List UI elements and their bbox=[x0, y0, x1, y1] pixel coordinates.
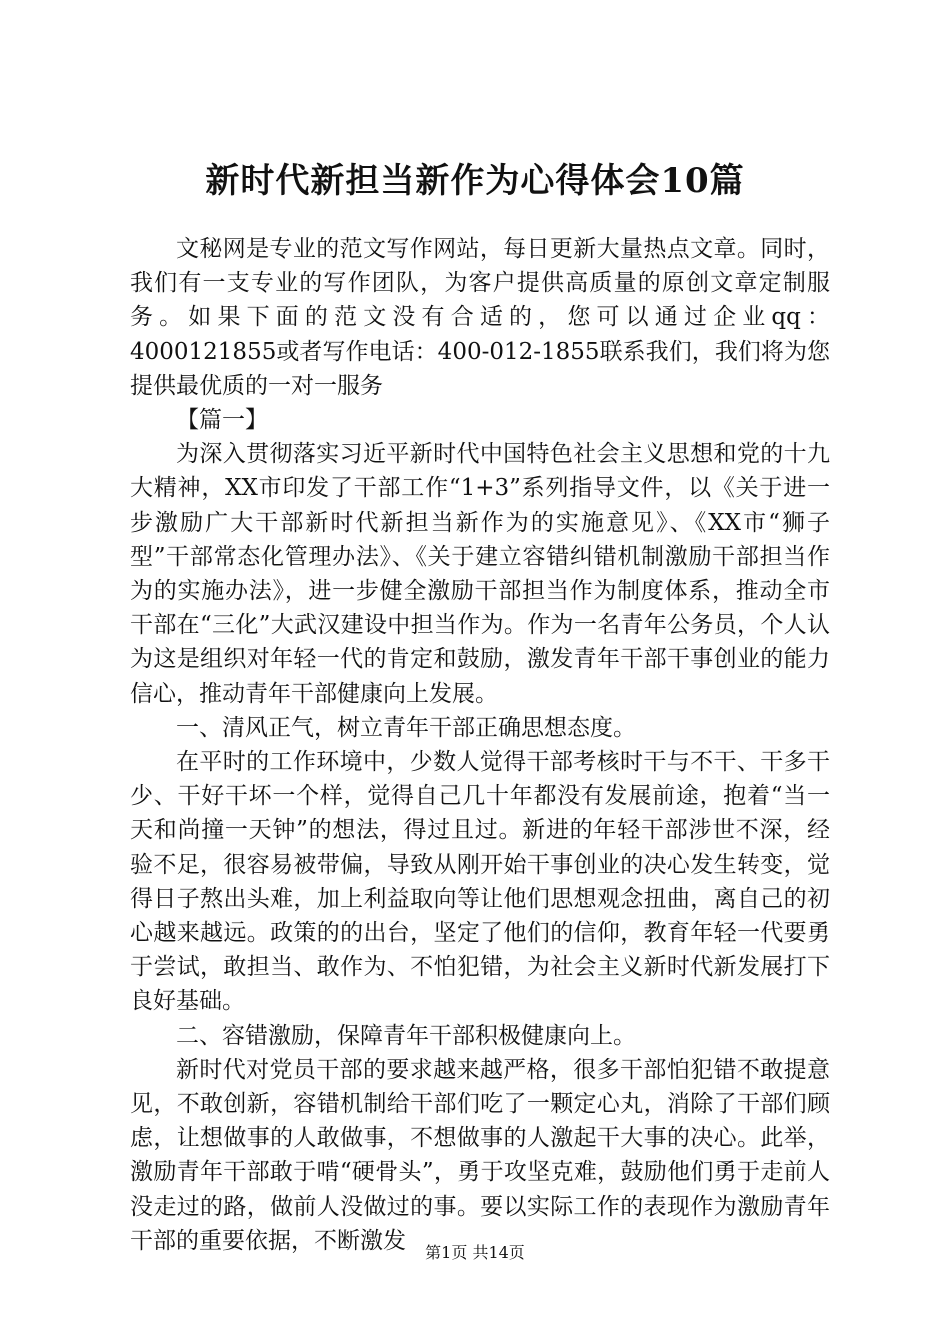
intro-paragraph: 文秘网是专业的范文写作网站，每日更新大量热点文章。同时，我们有一支专业的写作团队，为客户提供高质量的原创文章定制服务。如果下面的范文没有合适的，您可以通过企业qq：4000121855或者写作电话：400-012-1855联系我们，我们将为您提供最优质的一对一服务 bbox=[130, 236, 830, 399]
document-title: 新时代新担当新作为心得体会10篇 bbox=[205, 161, 745, 201]
body-paragraph: 新时代对党员干部的要求越来越严格，很多干部怕犯错不敢提意见，不敢创新，容错机制给干部们吃了一颗定心丸，消除了干部们顾虑，让想做事的人敢做事，不想做事的人激起干大事的决心。此举，激励青年干部敢于啃“硬骨头”，勇于攻坚克难，鼓励他们勇于走前人没走过的路，做前人没做过的事。要以实际工作的表现作为激励青年干部的重要依据，不断激发 bbox=[130, 1056, 830, 1254]
subheading-two: 二、容错激励，保障青年干部积极健康向上。 bbox=[176, 1022, 636, 1049]
page-footer: 第1页 共14页 bbox=[425, 1243, 525, 1262]
section-heading-part-one: 【篇一】 bbox=[176, 407, 268, 434]
document-body bbox=[130, 232, 830, 1258]
body-paragraph: 在平时的工作环境中，少数人觉得干部考核时干与不干、干多干少、干好干坏一个样，觉得自己几十年都没有发展前途，抱着“当一天和尚撞一天钟”的想法，得过且过。新进的年轻干部涉世不深，经验不足，很容易被带偏，导致从刚开始干事创业的决心发生转变，觉得日子熬出头难，加上利益取向等让他们思想观念扭曲，离自己的初心越来越远。政策的的出台，坚定了他们的信仰，教育年轻一代要勇于尝试，敢担当、敢作为、不怕犯错，为社会主义新时代新发展打下良好基础。 bbox=[130, 749, 830, 1015]
subheading-one: 一、清风正气，树立青年干部正确思想态度。 bbox=[176, 714, 636, 741]
body-paragraph: 为深入贯彻落实习近平新时代中国特色社会主义思想和党的十九大精神，XX市印发了干部工作“1+3”系列指导文件，以《关于进一步激励广大干部新时代新担当新作为的实施意见》、《XX市“狮子型”干部常态化管理办法》、《关于建立容错纠错机制激励干部担当作为的实施办法》，进一步健全激励干部担当作为制度体系，推动全市干部在“三化”大武汉建设中担当作为。作为一名青年公务员，个人认为这是组织对年轻一代的肯定和鼓励，激发青年干部干事创业的能力信心，推动青年干部健康向上发展。 bbox=[130, 441, 830, 707]
